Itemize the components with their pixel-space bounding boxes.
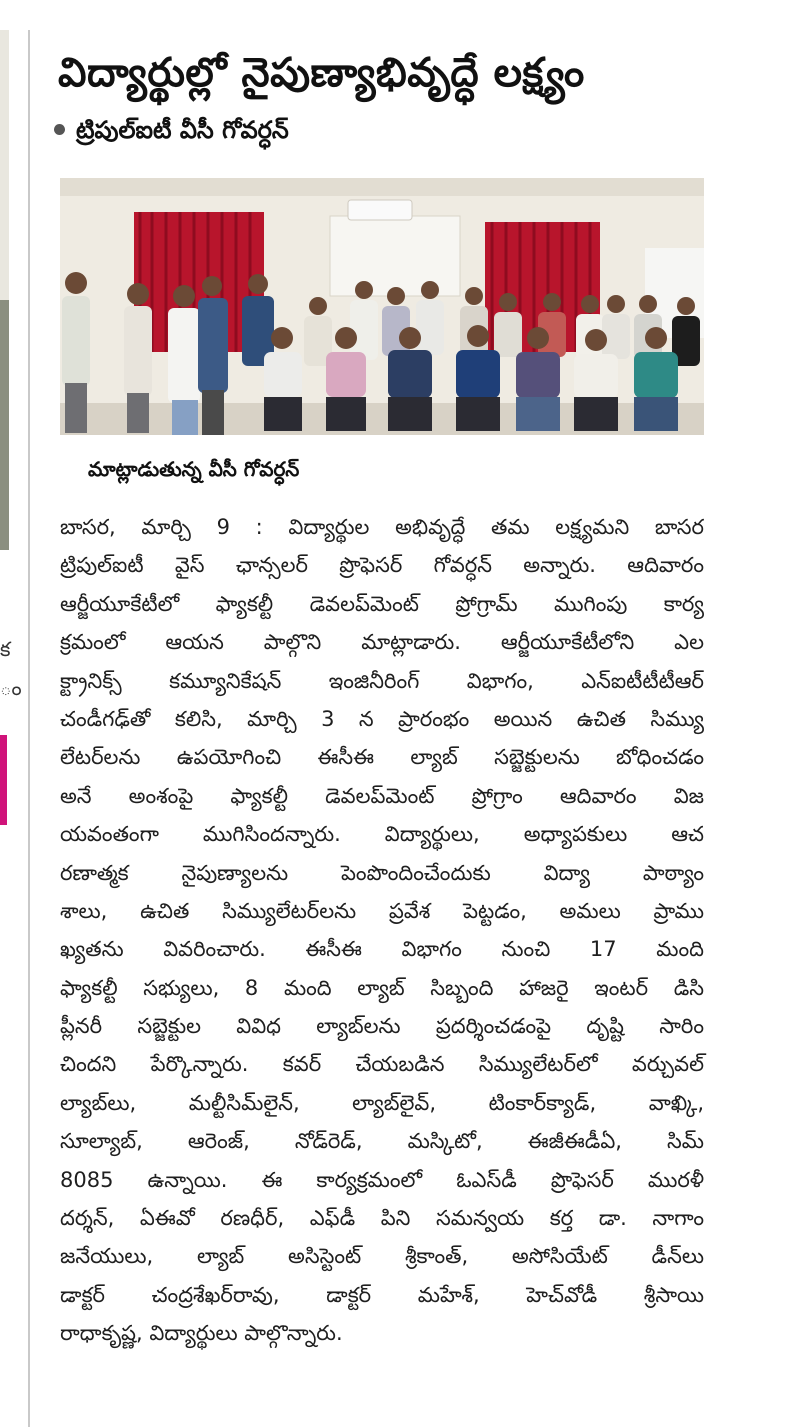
body-line: క్రమంలో ఆయన పాల్గొని మాట్లాడారు. ఆర్జీయూకేటీలోని ఎల	[60, 630, 704, 655]
body-line: యవంతంగా ముగిసిందన్నారు. విద్యార్థులు, అధ్యాపకులు ఆచ	[60, 822, 704, 847]
body-line: చిందని పేర్కొన్నారు. కవర్ చేయబడిన సిమ్యులేటర్‌లో వర్చువల్	[60, 1052, 704, 1077]
body-line: డాక్టర్ చంద్రశేఖర్‌రావు, డాక్టర్ మహేశ్, హెచ్‌వోడీ శ్రీసాయి	[60, 1282, 704, 1307]
body-line: శాలు, ఉచిత సిమ్యులేటర్‌లను ప్రవేశ పెట్టడం, అమలు ప్రాము	[60, 898, 704, 923]
body-line: సూల్యాబ్, ఆరెంజ్, నోడ్‌రెడ్, మస్కిటో, ఈజీఈడీఏ, సిమ్	[60, 1129, 704, 1154]
neighbor-column	[0, 0, 22, 1427]
neighbor-photo	[0, 300, 9, 550]
body-line: రణాత్మక నైపుణ్యాలను పెంపొందించేందుకు విద్యా పాఠ్యాం	[60, 860, 704, 885]
article-photo	[60, 178, 704, 435]
body-line: బాసర, మార్చి 9 : విద్యార్థుల అభివృద్ధే తమ లక్ష్యమని బాసర	[60, 515, 704, 539]
body-line: ప్లీనరీ సబ్జెక్టుల వివిధ ల్యాబ్‌లను ప్రదర్శించడంపై దృష్టి సారిం	[60, 1014, 704, 1039]
neighbor-text-fragment: ం	[0, 676, 22, 700]
article-subheadline	[76, 112, 676, 148]
photo-caption: మాట్లాడుతున్న వీసీ గోవర్ధన్	[88, 457, 300, 481]
article-headline: విద్యార్థుల్లో నైపుణ్యాభివృద్ధే లక్ష్యం	[58, 50, 585, 96]
neighbor-photo-top	[0, 30, 9, 300]
body-line: ల్యాబ్‌లు, మల్టీసిమ్‌లైన్, ల్యాబ్‌లైవ్, టింకార్‌క్యాడ్, వాఖ్కి,	[60, 1090, 704, 1115]
body-line: ట్రిపుల్‌ఐటీ వైస్ ఛాన్సలర్ ప్రొఫెసర్ గోవర్ధన్ అన్నారు. ఆదివారం	[60, 553, 704, 578]
body-line: అనే అంశంపై ఫ్యాకల్టీ డెవలప్‌మెంట్ ప్రోగ్రాం ఆదివారం విజ	[60, 783, 704, 808]
article-body	[60, 508, 704, 1353]
bullet-icon	[54, 124, 65, 135]
neighbor-accent-bar	[0, 735, 7, 825]
body-line: ఫ్యాకల్టీ సభ్యులు, 8 మంది ల్యాబ్ సిబ్బంది హాజరై ఇంటర్ డిసి	[60, 975, 704, 1000]
body-line: క్ట్రానిక్స్ కమ్యూనికేషన్ ఇంజినీరింగ్ విభాగం, ఎన్ఐటీటీటీఆర్	[60, 668, 704, 693]
group-photo-illustration	[60, 178, 704, 435]
neighbor-text-fragment: క	[0, 637, 11, 661]
body-line: దర్శన్, ఏఈవో రణధీర్, ఎఫ్‌డీ పిని సమన్వయ కర్త డా. నాగాం	[60, 1206, 704, 1231]
body-line: లేటర్‌లను ఉపయోగించి ఈసీఈ ల్యాబ్ సబ్జెక్టులను బోధించడం	[60, 745, 704, 770]
body-line: రాధాకృష్ణ, విద్యార్థులు పాల్గొన్నారు.	[60, 1321, 343, 1346]
body-line: జనేయులు, ల్యాబ్ అసిస్టెంట్ శ్రీకాంత్, అసోసియేట్ డీన్‌లు	[60, 1244, 704, 1269]
body-line: ఖ్యతను వివరించారు. ఈసీఈ విభాగం నుంచి 17 మంది	[60, 937, 704, 962]
body-line: చండీగఢ్‌తో కలిసి, మార్చి 3 న ప్రారంభం అయిన ఉచిత సిమ్యు	[60, 706, 704, 731]
body-line: 8085 ఉన్నాయి. ఈ కార్యక్రమంలో ఓఎస్‌డీ ప్రొఫెసర్ మురళీ	[60, 1167, 704, 1192]
body-line: ఆర్జీయూకేటీలో ఫ్యాకల్టీ డెవలప్‌మెంట్ ప్రోగ్రామ్ ముగింపు కార్య	[60, 591, 704, 616]
column-divider	[28, 30, 30, 1427]
subheadline-text: ట్రిపుల్‌ఐటీ వీసీ గోవర్ధన్	[76, 116, 289, 144]
